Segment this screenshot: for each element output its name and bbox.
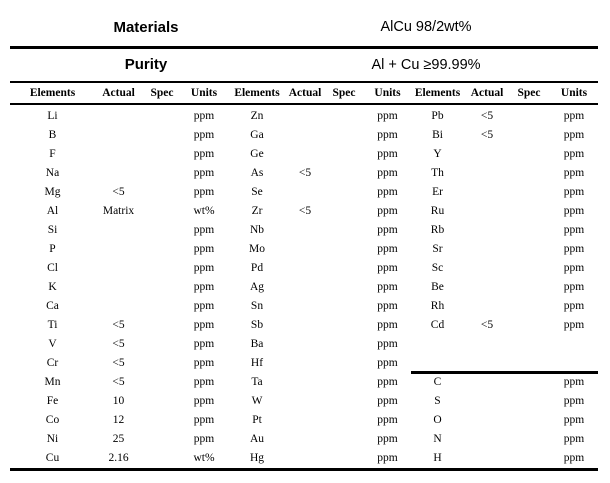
actual-cell: <5 <box>480 319 494 331</box>
actual-cell: 25 <box>112 433 125 445</box>
element-cell: Ru <box>430 205 445 217</box>
units-cell: ppm <box>193 110 215 122</box>
units-cell: ppm <box>563 414 585 426</box>
element-cell: Zr <box>251 205 263 217</box>
element-cell: Li <box>47 110 58 122</box>
actual-cell: Matrix <box>102 205 135 217</box>
table-row <box>10 202 598 221</box>
spec-header: Spec <box>150 87 174 99</box>
table-row <box>10 411 598 430</box>
units-cell: ppm <box>193 224 215 236</box>
materials-value: AlCu 98/2wt% <box>380 19 472 35</box>
actual-header: Actual <box>470 87 504 99</box>
element-cell: Ti <box>47 319 58 331</box>
element-cell: H <box>433 452 442 464</box>
table-row <box>10 221 598 240</box>
units-cell: ppm <box>563 186 585 198</box>
element-cell: Y <box>433 148 442 160</box>
actual-cell: <5 <box>112 357 125 369</box>
element-cell: Na <box>45 167 60 179</box>
units-cell: ppm <box>377 395 398 407</box>
table-row <box>10 240 598 259</box>
actual-cell: <5 <box>480 110 494 122</box>
purity-label: Purity <box>124 56 168 73</box>
units-cell: ppm <box>563 281 585 293</box>
units-cell: ppm <box>377 224 398 236</box>
table-row <box>10 145 598 164</box>
units-cell: ppm <box>563 243 585 255</box>
units-cell: ppm <box>377 452 398 464</box>
element-cell: Er <box>432 186 443 198</box>
actual-cell: 10 <box>112 395 125 407</box>
units-cell: ppm <box>193 433 215 445</box>
materials-label: Materials <box>113 18 179 36</box>
element-cell: C <box>433 376 442 388</box>
rule-table-bottom <box>10 468 598 471</box>
units-cell: ppm <box>193 129 215 141</box>
element-cell: F <box>49 148 56 160</box>
element-cell: N <box>433 433 442 445</box>
rule-below-purity <box>10 81 598 84</box>
elements-header: Elements <box>29 87 76 99</box>
element-cell: Be <box>431 281 444 293</box>
units-cell: ppm <box>193 148 215 160</box>
units-cell: ppm <box>193 281 215 293</box>
column-header-row <box>10 84 598 102</box>
spec-header: Spec <box>517 87 541 99</box>
element-cell: B <box>48 129 57 141</box>
actual-header: Actual <box>288 87 322 99</box>
units-cell: wt% <box>193 205 215 217</box>
element-cell: Pb <box>431 110 444 122</box>
table-row <box>10 373 598 392</box>
element-cell: Al <box>46 205 59 217</box>
element-cell: Sr <box>432 243 443 255</box>
units-cell: ppm <box>563 262 585 274</box>
actual-cell: <5 <box>112 319 125 331</box>
element-cell: Mo <box>249 243 265 255</box>
table-body <box>10 107 598 468</box>
table-row <box>10 335 598 354</box>
element-cell: Ag <box>249 281 265 293</box>
purity-value: Al + Cu ≥99.99% <box>371 56 481 73</box>
actual-header: Actual <box>102 87 135 99</box>
units-cell: ppm <box>563 110 585 122</box>
element-cell: Cd <box>430 319 445 331</box>
units-cell: ppm <box>193 300 215 312</box>
units-cell: ppm <box>563 395 585 407</box>
units-cell: ppm <box>377 148 398 160</box>
units-cell: ppm <box>377 300 398 312</box>
table-row <box>10 107 598 126</box>
element-cell: Sb <box>250 319 264 331</box>
elements-header: Elements <box>234 87 280 99</box>
units-cell: ppm <box>563 167 585 179</box>
units-cell: wt% <box>193 452 215 464</box>
element-cell: Pt <box>252 414 262 426</box>
element-cell: Sc <box>431 262 444 274</box>
units-cell: ppm <box>193 376 215 388</box>
units-cell: ppm <box>377 262 398 274</box>
units-cell: ppm <box>563 319 585 331</box>
units-cell: ppm <box>377 376 398 388</box>
actual-cell: <5 <box>480 129 494 141</box>
table-row <box>10 354 598 373</box>
units-cell: ppm <box>563 129 585 141</box>
units-cell: ppm <box>193 414 215 426</box>
element-cell: Rb <box>430 224 445 236</box>
table-row <box>10 126 598 145</box>
element-cell: Ca <box>46 300 59 312</box>
units-header: Units <box>374 87 401 99</box>
element-cell: Zn <box>250 110 264 122</box>
units-cell: ppm <box>193 262 215 274</box>
units-cell: ppm <box>193 319 215 331</box>
element-cell: K <box>48 281 57 293</box>
units-cell: ppm <box>377 414 398 426</box>
element-cell: Th <box>431 167 444 179</box>
actual-cell: <5 <box>112 338 125 350</box>
table-row <box>10 449 598 468</box>
units-cell: ppm <box>193 186 215 198</box>
element-cell: O <box>433 414 442 426</box>
element-cell: Cu <box>45 452 60 464</box>
units-header: Units <box>560 87 588 99</box>
units-cell: ppm <box>563 452 585 464</box>
element-cell: Ba <box>250 338 264 350</box>
units-cell: ppm <box>377 319 398 331</box>
table-row <box>10 316 598 335</box>
element-cell: Au <box>249 433 265 445</box>
units-cell: ppm <box>563 205 585 217</box>
element-cell: Bi <box>432 129 443 141</box>
col3-group-divider-line <box>411 371 598 374</box>
element-cell: W <box>251 395 263 407</box>
table-row <box>10 259 598 278</box>
table-row <box>10 164 598 183</box>
element-cell: Cl <box>47 262 58 274</box>
element-cell: Hg <box>249 452 265 464</box>
rule-below-column-headers <box>10 103 598 106</box>
element-cell: Mg <box>44 186 61 198</box>
units-cell: ppm <box>193 357 215 369</box>
element-cell: Ta <box>251 376 263 388</box>
units-cell: ppm <box>563 300 585 312</box>
actual-cell: <5 <box>112 186 125 198</box>
element-cell: Hf <box>250 357 264 369</box>
table-row <box>10 297 598 316</box>
element-cell: Co <box>45 414 60 426</box>
element-cell: Nb <box>249 224 265 236</box>
actual-cell: <5 <box>298 205 312 217</box>
element-cell: Mn <box>44 376 61 388</box>
element-cell: As <box>250 167 264 179</box>
units-cell: ppm <box>377 205 398 217</box>
element-cell: Pd <box>250 262 264 274</box>
table-row <box>10 278 598 297</box>
table-row <box>10 430 598 449</box>
element-cell: Fe <box>46 395 59 407</box>
actual-cell: 12 <box>112 414 125 426</box>
units-cell: ppm <box>563 224 585 236</box>
table-row <box>10 392 598 411</box>
units-header: Units <box>190 87 218 99</box>
units-cell: ppm <box>377 243 398 255</box>
element-cell: Si <box>47 224 58 236</box>
units-cell: ppm <box>377 433 398 445</box>
element-cell: Sn <box>250 300 264 312</box>
actual-cell: <5 <box>112 376 125 388</box>
units-cell: ppm <box>563 148 585 160</box>
purity-row <box>10 49 598 81</box>
units-cell: ppm <box>377 338 398 350</box>
units-cell: ppm <box>563 376 585 388</box>
element-cell: Ge <box>250 148 264 160</box>
actual-cell: 2.16 <box>108 452 129 464</box>
units-cell: ppm <box>377 281 398 293</box>
units-cell: ppm <box>377 110 398 122</box>
units-cell: ppm <box>563 433 585 445</box>
units-cell: ppm <box>377 186 398 198</box>
table-row <box>10 183 598 202</box>
units-cell: ppm <box>193 167 215 179</box>
units-cell: ppm <box>193 243 215 255</box>
units-cell: ppm <box>377 129 398 141</box>
units-cell: ppm <box>377 357 398 369</box>
units-cell: ppm <box>193 338 215 350</box>
spec-header: Spec <box>332 87 356 99</box>
element-cell: V <box>48 338 57 350</box>
element-cell: Ga <box>250 129 264 141</box>
element-cell: Se <box>251 186 263 198</box>
actual-cell: <5 <box>298 167 312 179</box>
materials-row <box>10 8 598 46</box>
units-cell: ppm <box>193 395 215 407</box>
elements-header: Elements <box>414 87 461 99</box>
element-cell: S <box>434 395 441 407</box>
element-cell: Ni <box>46 433 59 445</box>
element-cell: Rh <box>430 300 445 312</box>
element-cell: Cr <box>46 357 59 369</box>
element-cell: P <box>49 243 56 255</box>
units-cell: ppm <box>377 167 398 179</box>
